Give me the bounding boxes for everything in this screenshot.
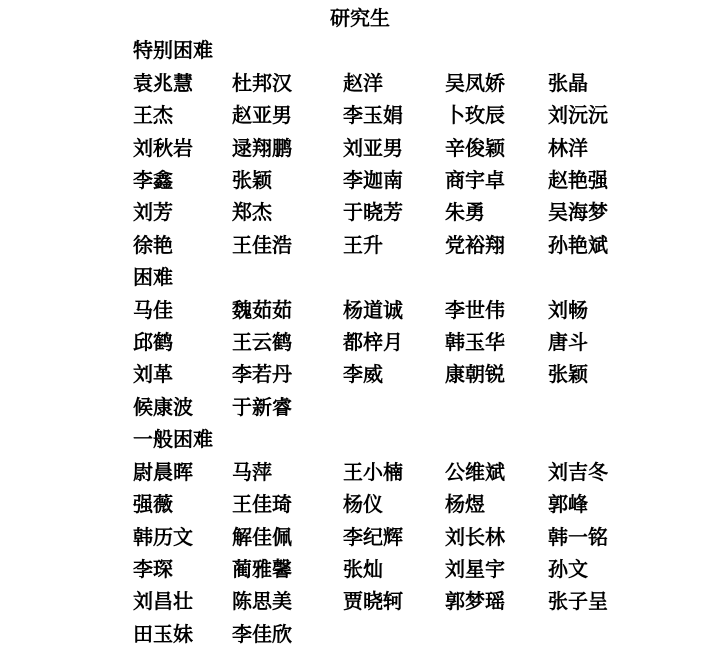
name-cell: 林洋 [548,135,588,160]
section-header: 困难 [133,265,173,290]
name-cell: 逯翔鹏 [232,135,292,160]
name-cell: 候康波 [133,394,193,419]
name-cell: 魏茹茹 [232,297,292,322]
name-cell: 商宇卓 [445,168,505,193]
name-cell: 刘星宇 [445,556,505,581]
name-cell: 卜玫辰 [445,103,505,128]
name-cell: 都梓月 [343,330,403,355]
name-cell: 杜邦汉 [232,70,292,95]
name-cell: 刘昌壮 [133,589,193,614]
name-cell: 辛俊颖 [445,135,505,160]
name-cell: 张晶 [548,70,588,95]
name-cell: 陈思美 [232,589,292,614]
name-cell: 王升 [343,232,383,257]
name-cell: 邱鹤 [133,330,173,355]
table-row [133,229,700,261]
name-cell: 王佳琦 [232,492,292,517]
table-row [133,164,700,196]
table-row [133,618,700,650]
name-cell: 郑杰 [232,200,272,225]
name-cell: 韩一铭 [548,524,608,549]
name-cell: 张颖 [232,168,272,193]
name-cell: 刘长林 [445,524,505,549]
name-cell: 郭梦瑶 [445,589,505,614]
table-row [133,358,700,390]
name-cell: 李迦南 [343,168,403,193]
name-cell: 李纪辉 [343,524,403,549]
name-cell: 马佳 [133,297,173,322]
table-row [133,456,700,488]
name-cell: 吴海梦 [548,200,608,225]
name-cell: 赵亚男 [232,103,292,128]
name-list [133,34,700,650]
name-cell: 王小楠 [343,459,403,484]
name-cell: 刘沅沅 [548,103,608,128]
name-cell: 袁兆慧 [133,70,193,95]
name-cell: 党裕翔 [445,232,505,257]
name-cell: 刘革 [133,362,173,387]
name-cell: 唐斗 [548,330,588,355]
table-row [133,67,700,99]
table-row [133,521,700,553]
name-cell: 刘秋岩 [133,135,193,160]
name-cell: 刘亚男 [343,135,403,160]
name-cell: 田玉妹 [133,621,193,646]
name-cell: 王佳浩 [232,232,292,257]
table-row [133,488,700,520]
name-cell: 徐艳 [133,232,173,257]
name-cell: 刘畅 [548,297,588,322]
table-row [133,585,700,617]
name-cell: 于新睿 [232,394,292,419]
name-cell: 王杰 [133,103,173,128]
name-cell: 公维斌 [445,459,505,484]
table-row [133,132,700,164]
name-cell: 李佳欣 [232,621,292,646]
table-row [133,553,700,585]
name-cell: 李鑫 [133,168,173,193]
name-cell: 马萍 [232,459,272,484]
name-cell: 康朝锐 [445,362,505,387]
name-cell: 韩历文 [133,524,193,549]
name-cell: 尉晨晖 [133,459,193,484]
page-title: 研究生 [330,6,390,30]
name-cell: 刘吉冬 [548,459,608,484]
name-cell: 郭峰 [548,492,588,517]
name-cell: 于晓芳 [343,200,403,225]
table-row [133,196,700,228]
name-cell: 朱勇 [445,200,485,225]
table-row [133,99,700,131]
name-cell: 李琛 [133,556,173,581]
name-cell: 杨仪 [343,492,383,517]
name-cell: 张子呈 [548,589,608,614]
name-cell: 王云鹤 [232,330,292,355]
name-cell: 赵艳强 [548,168,608,193]
name-cell: 李威 [343,362,383,387]
name-cell: 孙文 [548,556,588,581]
name-cell: 解佳佩 [232,524,292,549]
section-header: 一般困难 [133,427,213,452]
name-cell: 孙艳斌 [548,232,608,257]
table-row [133,326,700,358]
table-row [133,294,700,326]
name-cell: 刘芳 [133,200,173,225]
name-cell: 李玉娟 [343,103,403,128]
name-cell: 贾晓轲 [343,589,403,614]
section-header: 特别困难 [133,38,213,63]
table-row [133,391,700,423]
name-cell: 吴凤娇 [445,70,505,95]
name-cell: 李世伟 [445,297,505,322]
name-cell: 赵洋 [343,70,383,95]
name-cell: 杨道诚 [343,297,403,322]
name-cell: 韩玉华 [445,330,505,355]
name-cell: 强薇 [133,492,173,517]
name-cell: 张颖 [548,362,588,387]
name-cell: 张灿 [343,556,383,581]
name-cell: 杨煜 [445,492,485,517]
name-cell: 蔺雅馨 [232,556,292,581]
name-cell: 李若丹 [232,362,292,387]
